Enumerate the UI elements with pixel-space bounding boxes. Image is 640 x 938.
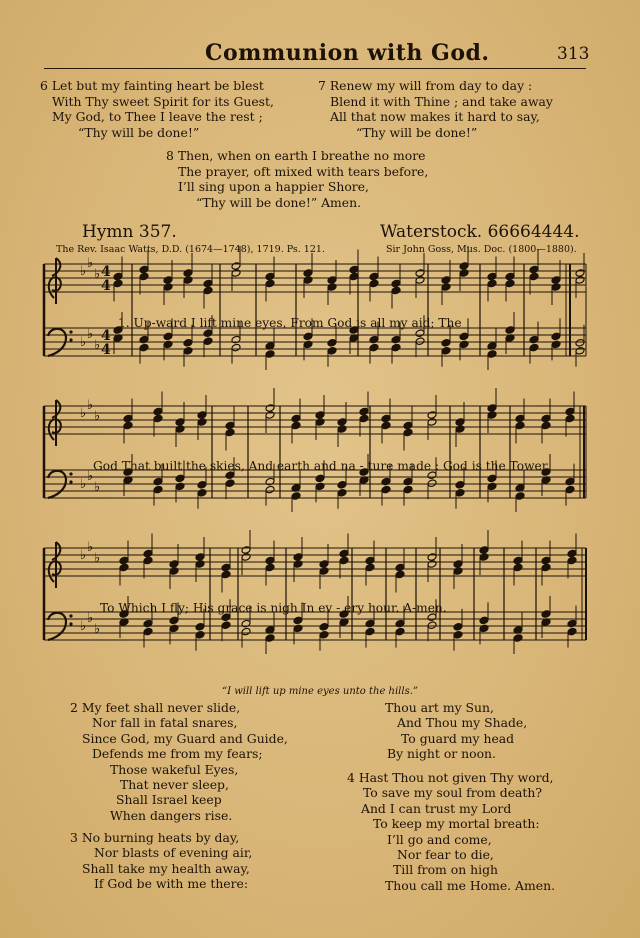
note-head <box>487 272 497 281</box>
note-head <box>565 485 575 494</box>
note-head <box>143 556 153 565</box>
note-head <box>241 546 251 555</box>
note-head <box>303 269 313 278</box>
note-head <box>359 407 369 416</box>
note-head <box>153 407 163 416</box>
verse-line: I’ll go and come, <box>387 831 492 847</box>
note-head <box>427 418 437 427</box>
time-signature: 4 <box>101 328 111 344</box>
note-head <box>315 482 325 491</box>
note-head <box>565 407 575 416</box>
note-head <box>195 560 205 569</box>
note-head <box>441 283 451 292</box>
note-head <box>487 474 497 483</box>
note-head <box>265 411 275 420</box>
note-head <box>175 474 185 483</box>
note-head <box>453 631 463 640</box>
note-head <box>327 276 337 285</box>
note-head <box>231 262 241 271</box>
note-head <box>567 619 577 628</box>
note-head <box>339 549 349 558</box>
note-head <box>479 553 489 562</box>
note-head <box>541 610 551 619</box>
flat-sign: ♭ <box>94 338 101 353</box>
note-head <box>487 411 497 420</box>
note-head <box>265 272 275 281</box>
note-head <box>455 481 465 490</box>
note-head <box>119 556 129 565</box>
note-head <box>391 279 401 288</box>
flat-sign: ♭ <box>80 335 87 350</box>
note-head <box>427 621 437 630</box>
note-head <box>369 279 379 288</box>
note-head <box>241 627 251 636</box>
note-head <box>381 485 391 494</box>
note-head <box>415 269 425 278</box>
note-head <box>459 269 469 278</box>
note-head <box>291 421 301 430</box>
note-head <box>567 556 577 565</box>
flat-sign: ♭ <box>80 264 87 279</box>
note-head <box>231 343 241 352</box>
note-head <box>327 347 337 356</box>
flat-sign: ♭ <box>80 619 87 634</box>
note-head <box>291 414 301 423</box>
note-head <box>225 479 235 488</box>
note-head <box>529 265 539 274</box>
note-head <box>453 623 463 632</box>
note-head <box>183 339 193 348</box>
note-head <box>203 279 213 288</box>
note-head <box>139 335 149 344</box>
flat-sign: ♭ <box>87 398 94 413</box>
hymn-caption: “I will lift up mine eyes unto the hills.” <box>221 686 418 697</box>
flat-sign: ♭ <box>87 469 94 484</box>
verse-line: Defends me from my fears; <box>92 746 263 762</box>
verse-line: That never sleep, <box>120 777 229 793</box>
note-head <box>265 634 275 643</box>
note-head <box>395 563 405 572</box>
note-head <box>455 418 465 427</box>
note-head <box>441 347 451 356</box>
note-head <box>515 414 525 423</box>
verse-line: To keep my mortal breath: <box>373 816 540 832</box>
note-head <box>197 489 207 498</box>
note-head <box>195 623 205 632</box>
note-head <box>319 560 329 569</box>
note-head <box>513 563 523 572</box>
bass-clef-dot <box>69 622 72 625</box>
verse-line: 3 No burning heats by day, <box>70 830 240 845</box>
note-head <box>459 340 469 349</box>
note-head <box>169 624 179 633</box>
author-credit: The Rev. Isaac Watts, D.D. (1674—1748), 1719. Ps. 121. <box>56 244 325 255</box>
note-head <box>369 343 379 352</box>
note-head <box>203 337 213 346</box>
verse-line: 7 Renew my will from day to day : <box>318 78 533 93</box>
note-head <box>381 414 391 423</box>
note-head <box>551 340 561 349</box>
verse-2-continued <box>385 700 527 762</box>
note-head <box>369 272 379 281</box>
treble-clef <box>49 400 61 446</box>
note-head <box>479 546 489 555</box>
verse-line: I’ll sing upon a happier Shore, <box>178 179 369 195</box>
note-head <box>231 335 241 344</box>
note-head <box>337 418 347 427</box>
note-head <box>453 567 463 576</box>
note-head <box>567 549 577 558</box>
note-head <box>391 343 401 352</box>
header-rule <box>44 68 586 69</box>
verse-2 <box>70 700 288 823</box>
note-head <box>315 411 325 420</box>
note-head <box>195 631 205 640</box>
verse-line: Thou art my Sun, <box>385 700 494 715</box>
note-head <box>169 616 179 625</box>
note-head <box>403 477 413 486</box>
note-head <box>327 283 337 292</box>
note-head <box>487 482 497 491</box>
note-head <box>565 414 575 423</box>
note-head <box>265 477 275 486</box>
note-head <box>197 481 207 490</box>
note-head <box>303 276 313 285</box>
flat-sign: ♭ <box>87 540 94 555</box>
bass-clef-dot <box>69 480 72 483</box>
flat-sign: ♭ <box>87 327 94 342</box>
note-head <box>529 343 539 352</box>
note-head <box>365 556 375 565</box>
flat-sign: ♭ <box>94 409 101 424</box>
note-head <box>315 418 325 427</box>
note-head <box>153 485 163 494</box>
note-head <box>441 276 451 285</box>
verse-6 <box>40 78 274 140</box>
page-number: 313 <box>557 44 590 64</box>
note-head <box>303 340 313 349</box>
note-head <box>221 563 231 572</box>
note-head <box>487 404 497 413</box>
verse-line: “Thy will be done!” Amen. <box>196 194 362 210</box>
verse-line: Till from on high <box>393 862 498 878</box>
note-head <box>337 489 347 498</box>
note-head <box>565 477 575 486</box>
note-head <box>427 411 437 420</box>
verse-line: Nor fall in fatal snares, <box>92 715 238 731</box>
verse-8 <box>166 148 428 210</box>
treble-clef <box>49 258 61 304</box>
flat-sign: ♭ <box>80 406 87 421</box>
note-head <box>337 425 347 434</box>
note-head <box>225 421 235 430</box>
composer-credit: Sir John Goss, Mus. Doc. (1800—1880). <box>386 244 577 255</box>
note-head <box>403 485 413 494</box>
verse-line: Nor fear to die, <box>397 847 494 863</box>
note-head <box>453 560 463 569</box>
note-head <box>369 335 379 344</box>
note-head <box>575 276 585 285</box>
note-head <box>459 262 469 271</box>
note-head <box>337 481 347 490</box>
note-head <box>529 335 539 344</box>
note-head <box>123 421 133 430</box>
verse-4 <box>347 770 555 893</box>
lyrics-line-2: God That built the skies, And earth and na - ture made : God is the Tower <box>93 459 548 473</box>
note-head <box>119 563 129 572</box>
note-head <box>221 570 231 579</box>
note-head <box>139 343 149 352</box>
bass-clef-dot <box>69 614 72 617</box>
note-head <box>479 616 489 625</box>
verse-line: Shall take my health away, <box>82 860 250 876</box>
note-head <box>403 421 413 430</box>
flat-sign: ♭ <box>94 551 101 566</box>
note-head <box>339 556 349 565</box>
note-head <box>505 272 515 281</box>
verse-line: When dangers rise. <box>110 807 233 823</box>
note-head <box>487 350 497 359</box>
lyrics-line-1: 1. Up-ward I lift mine eyes, From God is all my aid; The <box>118 316 462 330</box>
note-head <box>575 269 585 278</box>
hymn-number: Hymn 357. <box>82 222 177 242</box>
note-head <box>153 414 163 423</box>
note-head <box>415 276 425 285</box>
note-head <box>365 619 375 628</box>
verse-line: To save my soul from death? <box>363 785 543 801</box>
note-head <box>359 414 369 423</box>
verse-line: 4 Hast Thou not given Thy word, <box>347 770 554 785</box>
note-head <box>293 624 303 633</box>
note-head <box>427 479 437 488</box>
note-head <box>143 619 153 628</box>
note-head <box>163 283 173 292</box>
note-head <box>505 279 515 288</box>
verse-line: 6 Let but my fainting heart be blest <box>40 78 264 93</box>
note-head <box>505 326 515 335</box>
note-head <box>123 414 133 423</box>
verse-line: The prayer, oft mixed with tears before, <box>178 163 429 179</box>
note-head <box>427 553 437 562</box>
note-head <box>291 492 301 501</box>
note-head <box>303 332 313 341</box>
bass-clef-dot <box>69 330 72 333</box>
note-head <box>113 279 123 288</box>
flat-sign: ♭ <box>87 611 94 626</box>
note-head <box>293 560 303 569</box>
flat-sign: ♭ <box>94 622 101 637</box>
verse-line: And Thou my Shade, <box>397 715 528 731</box>
note-head <box>515 492 525 501</box>
verse-line: If God be with me there: <box>94 876 249 892</box>
verse-line: 8 Then, when on earth I breathe no more <box>166 148 426 163</box>
verse-line: All that now makes it hard to say, <box>330 109 540 125</box>
note-head <box>459 332 469 341</box>
note-head <box>241 553 251 562</box>
note-head <box>395 627 405 636</box>
note-head <box>293 616 303 625</box>
note-head <box>293 553 303 562</box>
note-head <box>197 411 207 420</box>
flat-sign: ♭ <box>80 477 87 492</box>
treble-clef <box>49 542 61 588</box>
note-head <box>391 286 401 295</box>
note-head <box>265 279 275 288</box>
verse-line: Those wakeful Eyes, <box>110 761 239 777</box>
time-signature: 4 <box>101 278 111 294</box>
verse-line: Nor blasts of evening air, <box>94 845 253 861</box>
note-head <box>395 619 405 628</box>
note-head <box>153 477 163 486</box>
note-head <box>441 339 451 348</box>
note-head <box>427 560 437 569</box>
note-head <box>487 279 497 288</box>
bass-clef-dot <box>69 472 72 475</box>
flat-sign: ♭ <box>80 548 87 563</box>
note-head <box>169 567 179 576</box>
page-title: Communion with God. <box>205 40 490 66</box>
note-head <box>265 404 275 413</box>
note-head <box>403 428 413 437</box>
note-head <box>327 339 337 348</box>
verse-7 <box>318 78 553 140</box>
note-head <box>529 272 539 281</box>
note-head <box>319 631 329 640</box>
note-head <box>567 627 577 636</box>
note-head <box>183 347 193 356</box>
lyrics-line-3: To Which I fly; His grace is nigh In ev - ery hour. A-men. <box>100 601 447 615</box>
flat-sign: ♭ <box>87 256 94 271</box>
note-head <box>513 634 523 643</box>
note-head <box>455 489 465 498</box>
note-head <box>163 276 173 285</box>
note-head <box>541 414 551 423</box>
verse-line: Thou call me Home. Amen. <box>385 877 556 893</box>
note-head <box>163 332 173 341</box>
note-head <box>515 421 525 430</box>
note-head <box>265 350 275 359</box>
note-head <box>169 560 179 569</box>
verse-line: To guard my head <box>401 730 515 746</box>
verse-line: With Thy sweet Spirit for its Guest, <box>52 93 274 109</box>
note-head <box>265 556 275 565</box>
flat-sign: ♭ <box>94 267 101 282</box>
note-head <box>541 563 551 572</box>
note-head <box>163 340 173 349</box>
note-head <box>415 337 425 346</box>
note-head <box>315 474 325 483</box>
note-head <box>183 269 193 278</box>
note-head <box>551 276 561 285</box>
note-head <box>143 549 153 558</box>
note-head <box>365 627 375 636</box>
note-head <box>575 339 585 348</box>
note-head <box>415 329 425 338</box>
verse-line: “Thy will be done!” <box>356 124 478 140</box>
bass-clef-dot <box>69 338 72 341</box>
verse-3 <box>70 830 252 892</box>
note-head <box>175 482 185 491</box>
note-head <box>575 347 585 356</box>
verse-line: And I can trust my Lord <box>361 800 512 816</box>
note-head <box>203 286 213 295</box>
note-head <box>319 623 329 632</box>
note-head <box>455 425 465 434</box>
note-head <box>241 619 251 628</box>
note-head <box>319 567 329 576</box>
note-head <box>225 428 235 437</box>
flat-sign: ♭ <box>94 480 101 495</box>
verse-line: Blend it with Thine ; and take away <box>330 93 553 109</box>
note-head <box>265 485 275 494</box>
note-head <box>381 477 391 486</box>
note-head <box>143 627 153 636</box>
note-head <box>391 335 401 344</box>
note-head <box>513 556 523 565</box>
verse-line: Shall Israel keep <box>116 792 222 808</box>
note-head <box>365 563 375 572</box>
note-head <box>381 421 391 430</box>
note-head <box>113 272 123 281</box>
note-head <box>221 621 231 630</box>
time-signature: 4 <box>101 264 111 280</box>
note-head <box>479 624 489 633</box>
note-head <box>231 269 241 278</box>
note-head <box>175 425 185 434</box>
note-head <box>551 332 561 341</box>
note-head <box>139 272 149 281</box>
verse-line: Since God, my Guard and Guide, <box>82 730 288 746</box>
verse-line: “Thy will be done!” <box>78 124 200 140</box>
note-head <box>265 563 275 572</box>
note-head <box>541 556 551 565</box>
verse-line: My God, to Thee I leave the rest ; <box>52 109 263 125</box>
note-head <box>183 276 193 285</box>
note-head <box>541 421 551 430</box>
note-head <box>395 570 405 579</box>
note-head <box>551 283 561 292</box>
note-head <box>203 329 213 338</box>
verse-line: 2 My feet shall never slide, <box>70 700 241 715</box>
tune-name: Waterstock. 66664444. <box>380 222 580 242</box>
note-head <box>197 418 207 427</box>
note-head <box>139 265 149 274</box>
note-head <box>195 553 205 562</box>
verse-line: By night or noon. <box>387 746 496 762</box>
time-signature: 4 <box>101 342 111 358</box>
note-head <box>175 418 185 427</box>
